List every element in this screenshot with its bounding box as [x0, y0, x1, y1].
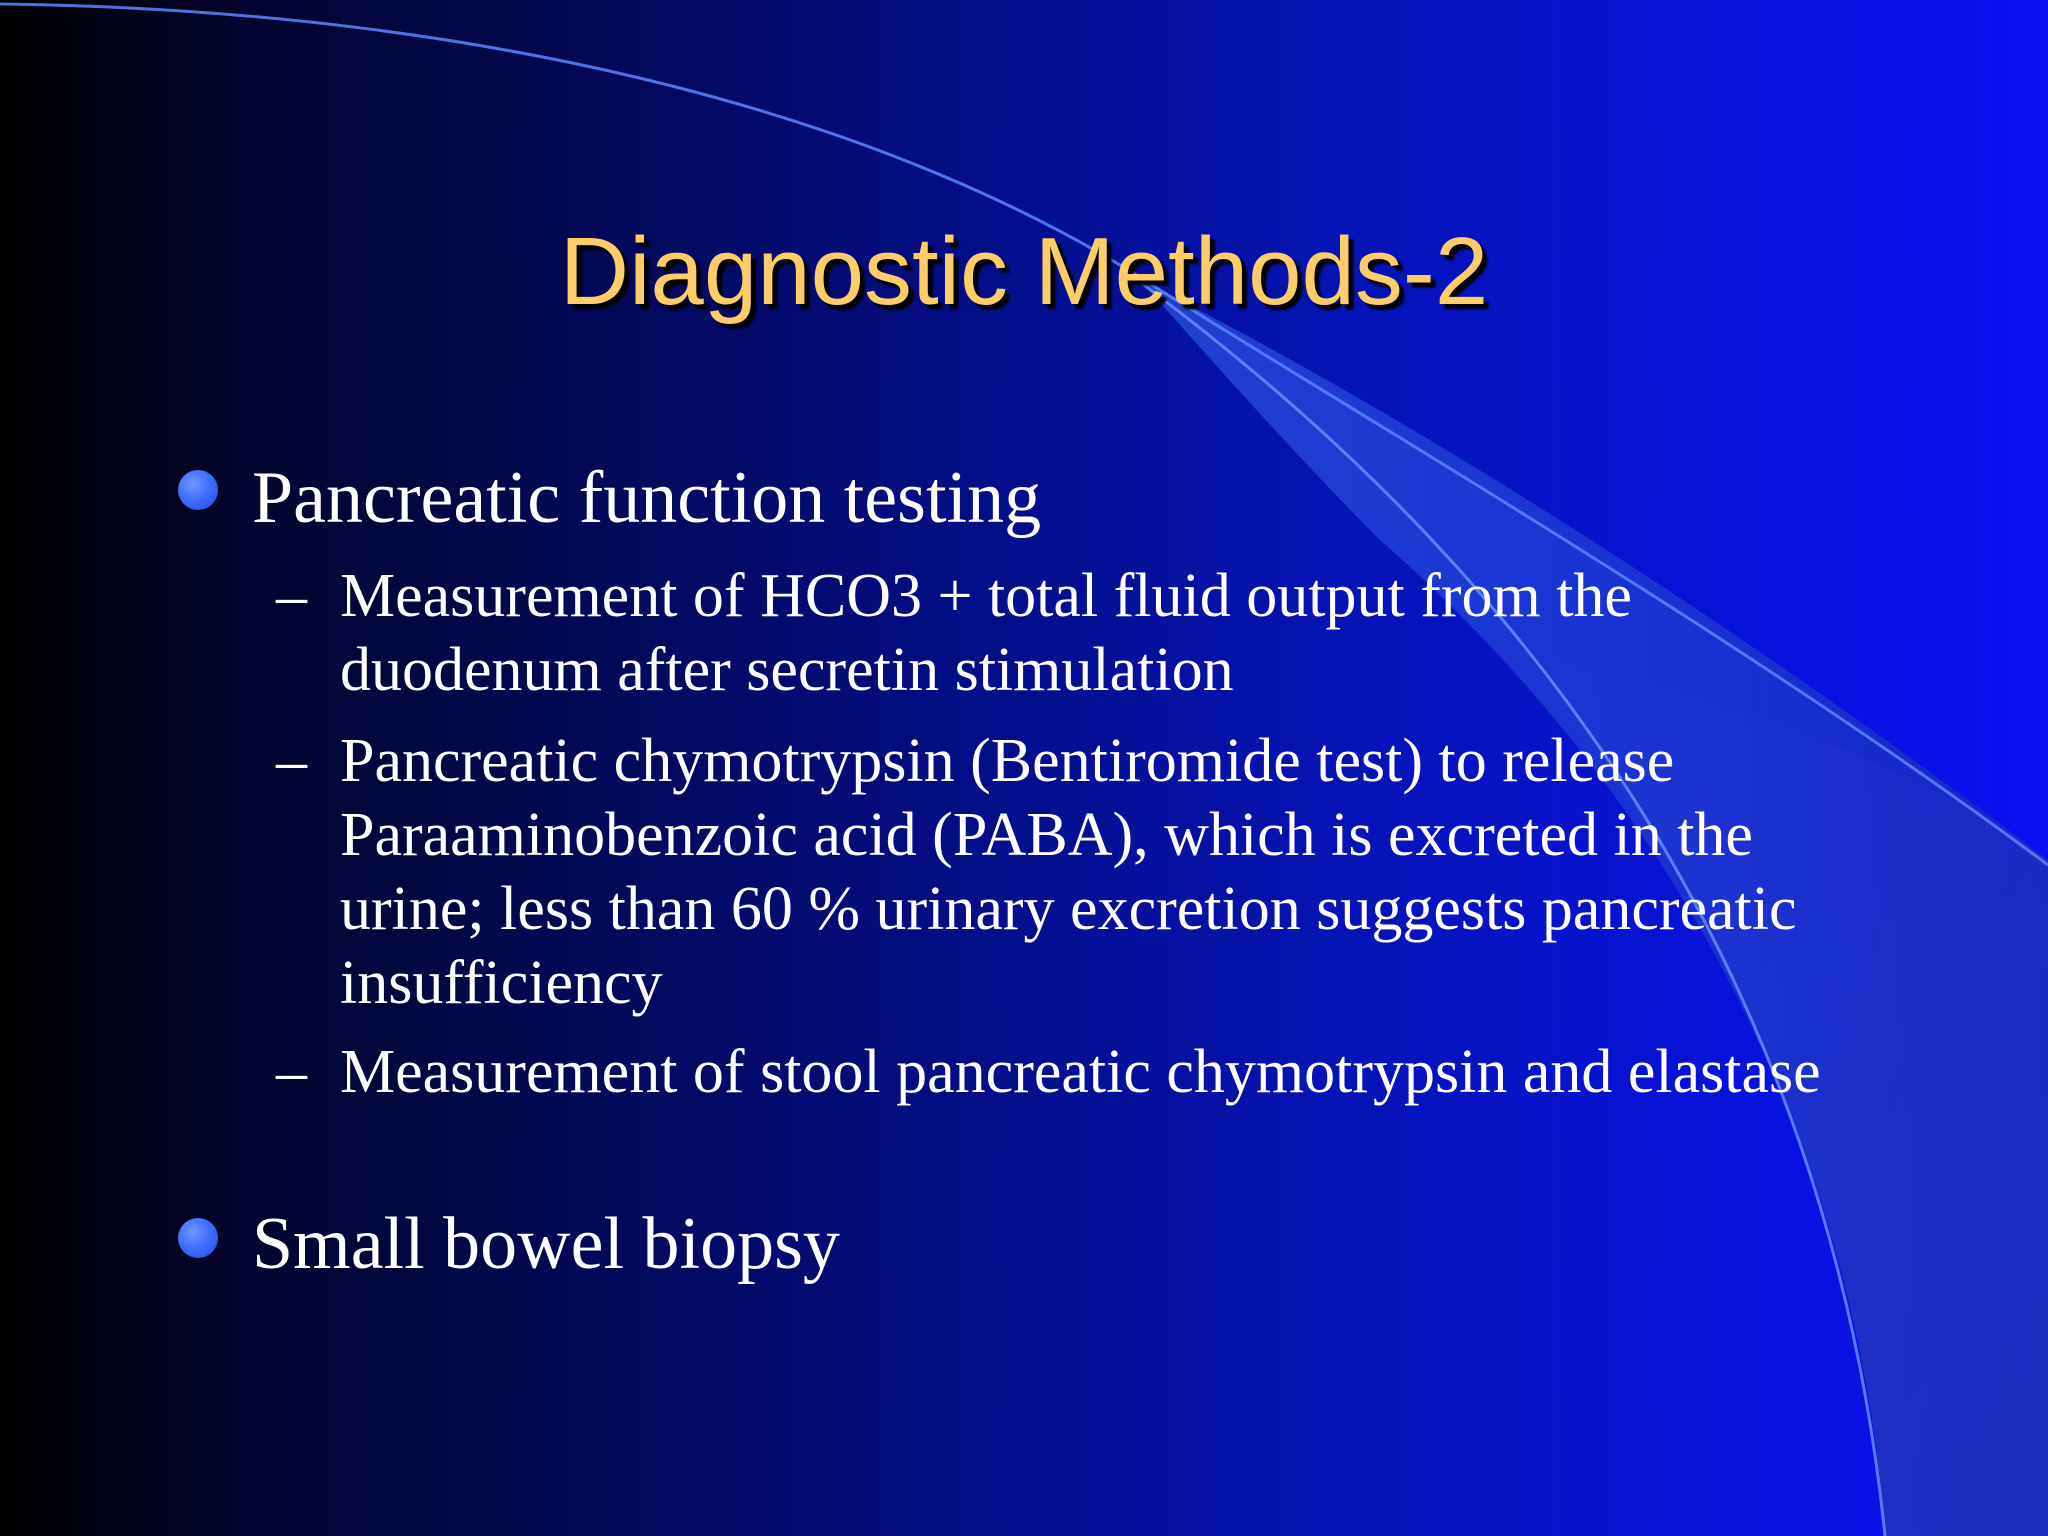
sub-item: Measurement of HCO3 + total fluid output from the duodenum after secretin stimulation: [340, 562, 1632, 704]
slide-title: Diagnostic Methods-2: [559, 218, 1489, 325]
dash-icon: –: [276, 562, 307, 630]
bullet-dot-icon: [178, 1218, 218, 1258]
bullet-item: Small bowel biopsy: [252, 1203, 840, 1285]
bullet-dot-icon: [178, 470, 218, 510]
sub-item: Measurement of stool pancreatic chymotrypsin and elastase: [340, 1038, 1821, 1106]
dash-icon: –: [276, 1038, 307, 1106]
bullet-item: Pancreatic function testing: [252, 457, 1042, 539]
sub-item: Pancreatic chymotrypsin (Bentiromide test) to release Paraaminobenzoic acid (PABA), which is excreted in the urine; less than 60 % urinary excretion suggests pancreatic insufficiency: [340, 727, 1797, 1017]
dash-icon: –: [276, 727, 307, 795]
